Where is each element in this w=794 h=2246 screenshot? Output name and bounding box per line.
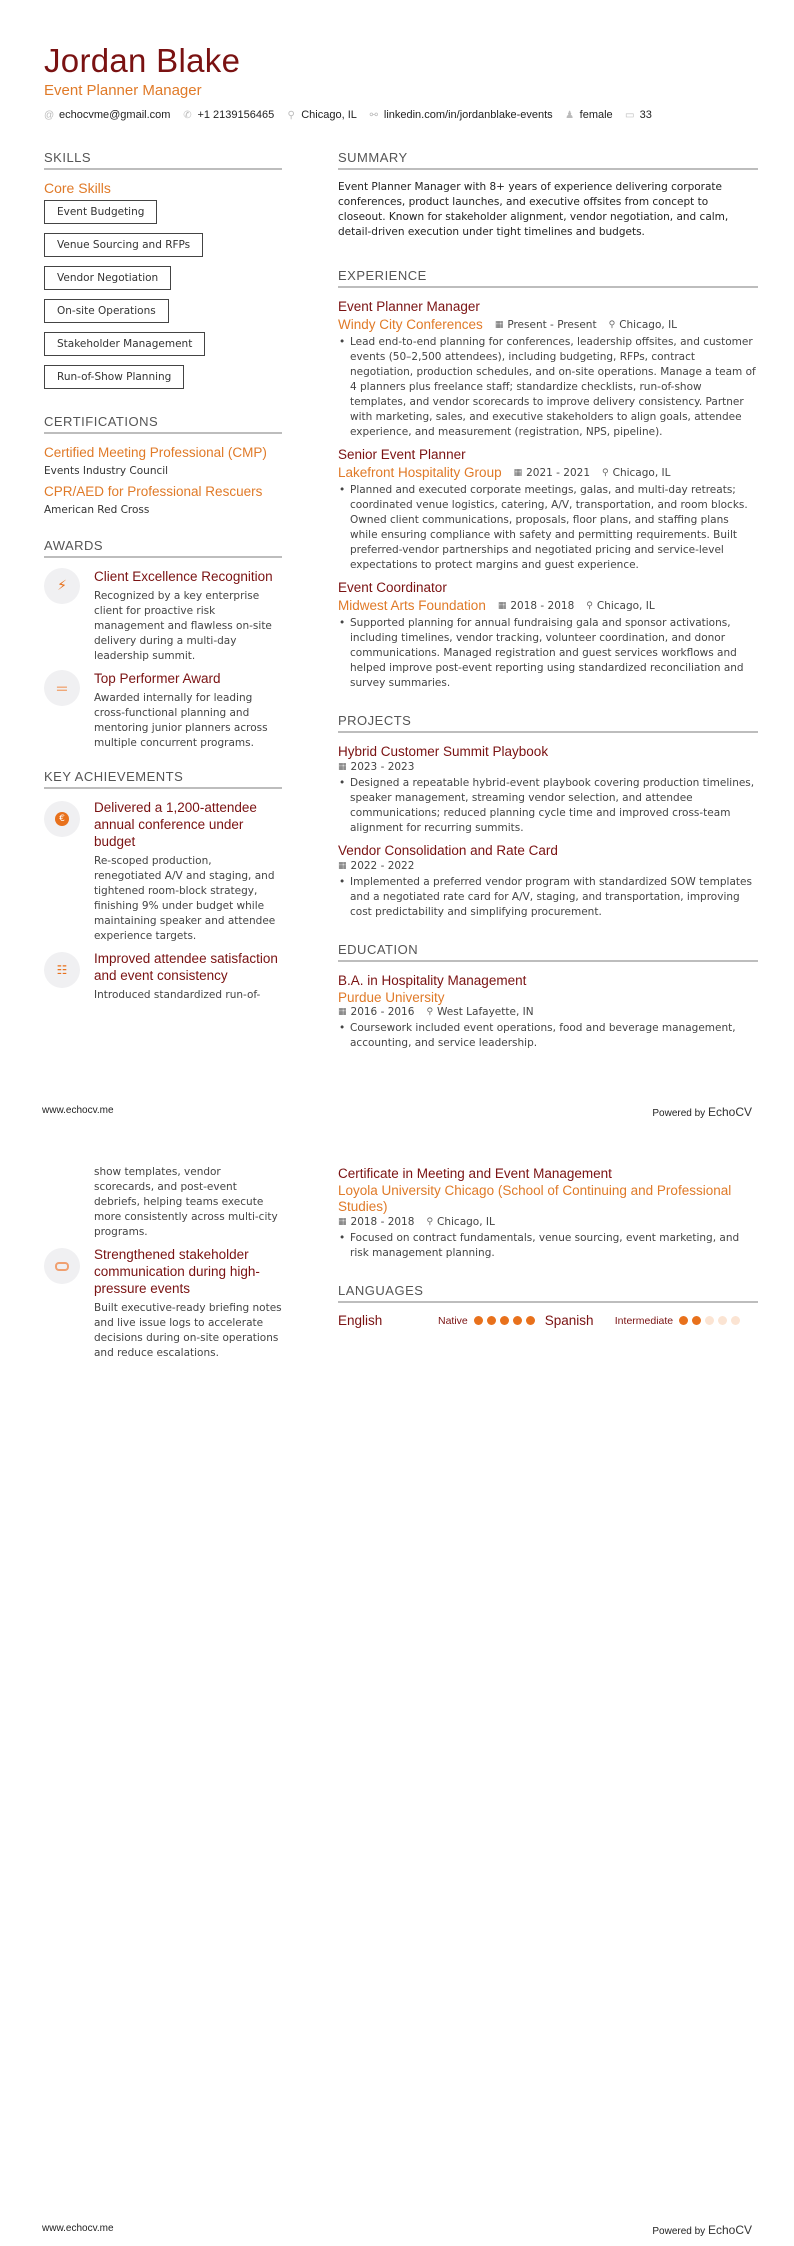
certifications-section — [44, 414, 282, 516]
calendar-icon: ▦ — [494, 319, 504, 330]
education-location: West Lafayette, IN — [437, 1006, 534, 1018]
project-item — [338, 842, 758, 920]
left-column-continued — [44, 1165, 282, 1367]
skills-section — [44, 150, 282, 398]
achievement-desc: Re-scoped production, renegotiated A/V and staging, and tightened room-block strategy, finishing 9% under budget while maintaining speaker and attendee experience targets. — [94, 855, 276, 942]
link-icon: ⚯ — [369, 109, 379, 121]
project-bullet: • Implemented a preferred vendor program with standardized SOW templates and a negotiated rate card for A/V, staging, and transportation, improving cost predictability and simplifying procurement. — [338, 875, 758, 920]
achievement-title: Delivered a 1,200-attendee annual conference under budget — [94, 800, 257, 849]
left-column — [44, 150, 282, 1009]
education-school: Loyola University Chicago (School of Continuing and Professional Studies) — [338, 1183, 732, 1214]
footer-website[interactable]: www.echocv.me — [42, 2223, 114, 2234]
achievement-desc: show templates, vendor scorecards, and post-event debriefs, helping teams execute more consistently across multi-city programs. — [94, 1166, 278, 1238]
footer-brand[interactable]: EchoCV — [707, 2223, 752, 2237]
job-company: Lakefront Hospitality Group — [338, 465, 502, 480]
job-dates: Present - Present — [507, 318, 597, 331]
location-pin-icon: ⚲ — [287, 109, 295, 121]
achievement-item-continued — [44, 1165, 282, 1240]
award-desc: Awarded internally for leading cross-functional planning and mentoring junior planners across multiple concurrent programs. — [94, 692, 268, 749]
location-pin-icon: ⚲ — [602, 467, 609, 478]
languages-row — [338, 1313, 758, 1328]
location-pin-icon: ⚲ — [426, 1217, 434, 1227]
footer-powered-by: Powered by EchoCV — [652, 1105, 752, 1119]
awards-section — [44, 538, 282, 751]
project-dates: 2023 - 2023 — [350, 761, 415, 773]
education-section — [338, 942, 758, 1051]
candidate-name: Jordan Blake — [44, 42, 241, 79]
job-location: Chicago, IL — [619, 318, 678, 331]
page-footer — [0, 1105, 794, 1119]
section-title-skills: SKILLS — [44, 150, 282, 170]
education-bullet: • Coursework included event operations, food and beverage management, accounting, and service leadership. — [338, 1021, 758, 1051]
education-bullet: • Focused on contract fundamentals, venue sourcing, event marketing, and risk management planning. — [338, 1231, 758, 1261]
skill-tag: On-site Operations — [44, 299, 169, 323]
award-title: Client Excellence Recognition — [94, 569, 273, 584]
skill-tag: Venue Sourcing and RFPs — [44, 233, 203, 257]
education-item — [338, 1165, 758, 1261]
education-dates: 2018 - 2018 — [350, 1216, 415, 1228]
job-dates: 2018 - 2018 — [510, 599, 575, 612]
project-title: Hybrid Customer Summit Playbook — [338, 744, 549, 759]
language-name: English — [338, 1313, 383, 1328]
achievements-section — [44, 769, 282, 1003]
project-dates: 2022 - 2022 — [350, 860, 415, 872]
calendar-icon: ▦ — [338, 861, 347, 871]
section-title-awards: AWARDS — [44, 538, 282, 558]
language-proficiency-dots — [474, 1316, 535, 1325]
at-icon: @ — [44, 109, 55, 121]
experience-item — [338, 446, 758, 573]
achievement-item — [44, 950, 282, 1003]
contact-email[interactable]: @ echocvme@gmail.com — [44, 109, 171, 121]
section-title-experience: EXPERIENCE — [338, 268, 758, 288]
job-location: Chicago, IL — [612, 466, 671, 479]
award-title: Top Performer Award — [94, 671, 221, 686]
language-level: Native — [438, 1314, 468, 1327]
location-pin-icon: ⚲ — [586, 600, 593, 611]
calendar-icon: ▦ — [338, 1007, 347, 1017]
skill-tags — [44, 200, 282, 398]
skill-tag: Stakeholder Management — [44, 332, 205, 356]
language-level: Intermediate — [614, 1314, 674, 1327]
calendar-icon: ▦ — [338, 762, 347, 772]
summary-text: Event Planner Manager with 8+ years of experience delivering corporate conferences, product launches, and executive offsites from concept to closeout. Known for stakeholder alignment, vendor negotiation, and calm, detail-driven execution under tight timelines and budgets. — [338, 181, 729, 238]
summary-section — [338, 150, 758, 240]
skill-tag: Vendor Negotiation — [44, 266, 171, 290]
sliders-icon: ☷ — [44, 952, 80, 988]
experience-section — [338, 268, 758, 691]
pill-shape-icon — [55, 1262, 69, 1271]
job-bullet: • Lead end-to-end planning for conferences, leadership offsites, and customer events (50–2,500 attendees), including budgeting, RFPs, contract negotiation, production schedules, and on-site operations. Manage a team of 4 planners plus freelance staff; standardize checklists, run-of-show templates, and vendor scorecards to improve delivery consistency. Partner with marketing, sales, and executive stakeholders to align goals, attendee experience, and measurement (registration, NPS, pipeline). — [338, 335, 758, 440]
phone-icon: ✆ — [183, 109, 192, 121]
page-footer — [0, 2223, 794, 2237]
location-pin-icon: ⚲ — [608, 319, 616, 330]
right-column — [338, 150, 758, 1057]
contact-location: ⚲ Chicago, IL — [287, 109, 357, 121]
resume-page-2 — [0, 1123, 794, 2246]
footer-brand[interactable]: EchoCV — [707, 1105, 752, 1119]
resume-header — [44, 42, 240, 99]
education-degree: B.A. in Hospitality Management — [338, 973, 527, 988]
job-role: Senior Event Planner — [338, 447, 466, 462]
cert-title: CPR/AED for Professional Rescuers — [44, 484, 263, 499]
education-location: Chicago, IL — [437, 1216, 495, 1228]
experience-item — [338, 298, 758, 440]
candidate-title: Event Planner Manager — [44, 82, 202, 99]
job-company: Windy City Conferences — [338, 317, 483, 332]
calendar-icon: ▦ — [513, 467, 523, 478]
award-desc: Recognized by a key enterprise client for proactive risk management and flawless on-site delivery during a multi-day leadership summit. — [94, 590, 272, 662]
section-title-projects: PROJECTS — [338, 713, 758, 733]
education-school: Purdue University — [338, 990, 445, 1005]
achievement-desc: Introduced standardized run-of- — [94, 989, 261, 1001]
contact-phone[interactable]: ✆ +1 2139156465 — [183, 109, 275, 121]
job-role: Event Coordinator — [338, 580, 447, 595]
languages-section — [338, 1283, 758, 1328]
achievement-item — [44, 799, 282, 944]
euro-coin-icon: € — [55, 812, 69, 826]
section-title-summary: SUMMARY — [338, 150, 758, 170]
job-role: Event Planner Manager — [338, 299, 480, 314]
education-item — [338, 972, 758, 1051]
person-icon: ♟ — [565, 109, 575, 121]
job-company: Midwest Arts Foundation — [338, 598, 486, 613]
calendar-icon: ▭ — [624, 109, 635, 121]
skills-group-title: Core Skills — [44, 180, 111, 196]
right-column-continued — [338, 1165, 758, 1328]
cert-title: Certified Meeting Professional (CMP) — [44, 445, 267, 460]
job-bullet: • Planned and executed corporate meetings, galas, and multi-day retreats; coordinated venue logistics, catering, A/V, transportation, and room blocks. Owned client communications, proposals, floor plans, and staffing plans while ensuring compliance with safety and permitting requirements. Built preferred-vendor partnerships and negotiated pricing and service-level expectations to protect margins and guest experience. — [338, 483, 758, 573]
cert-issuer: American Red Cross — [44, 504, 150, 516]
education-degree: Certificate in Meeting and Event Management — [338, 1166, 612, 1181]
project-bullet: • Designed a repeatable hybrid-event playbook covering production timelines, speaker management, streaming vendor selection, and attendee communications; reduced planning cycle time and improved cross-team alignment for recurring summits. — [338, 776, 758, 836]
cert-issuer: Events Industry Council — [44, 465, 169, 477]
award-item — [44, 568, 282, 664]
achievement-desc: Built executive-ready briefing notes and live issue logs to accelerate decisions during on-site operations and reduce escalations. — [94, 1302, 282, 1359]
section-title-education: EDUCATION — [338, 942, 758, 962]
job-location: Chicago, IL — [596, 599, 655, 612]
education-dates: 2016 - 2016 — [350, 1006, 415, 1018]
skill-tag: Run-of-Show Planning — [44, 365, 184, 389]
section-title-certifications: CERTIFICATIONS — [44, 414, 282, 434]
calendar-icon: ▦ — [497, 600, 507, 611]
experience-item — [338, 579, 758, 691]
achievement-title: Improved attendee satisfaction and event consistency — [94, 951, 278, 983]
lightning-icon: ⚡ — [44, 568, 80, 604]
job-bullet: • Supported planning for annual fundraising gala and sponsor activations, including timelines, vendor tracking, volunteer coordination, and donor communications. Managed registration and guest services workflows and helped improve post-event reporting using standardized reconciliation and survey summaries. — [338, 616, 758, 691]
achievement-title: Strengthened stakeholder communication during high-pressure events — [94, 1247, 260, 1296]
contact-linkedin[interactable]: ⚯ linkedin.com/in/jordanblake-events — [369, 109, 553, 121]
contact-age: ▭ 33 — [624, 109, 652, 121]
achievement-item — [44, 1246, 282, 1361]
skill-tag: Event Budgeting — [44, 200, 157, 224]
section-title-achievements: KEY ACHIEVEMENTS — [44, 769, 282, 789]
language-name: Spanish — [544, 1313, 594, 1328]
contact-bar — [44, 109, 652, 121]
contact-gender: ♟ female — [565, 109, 613, 121]
footer-website[interactable]: www.echocv.me — [42, 1105, 114, 1116]
section-title-languages: LANGUAGES — [338, 1283, 758, 1303]
job-dates: 2021 - 2021 — [526, 466, 591, 479]
equals-icon: = — [44, 670, 80, 706]
calendar-icon: ▦ — [338, 1217, 347, 1227]
location-pin-icon: ⚲ — [426, 1007, 434, 1017]
project-title: Vendor Consolidation and Rate Card — [338, 843, 558, 858]
award-item — [44, 670, 282, 751]
footer-powered-by: Powered by EchoCV — [652, 2223, 752, 2237]
language-proficiency-dots — [679, 1316, 740, 1325]
project-item — [338, 743, 758, 836]
projects-section — [338, 713, 758, 920]
